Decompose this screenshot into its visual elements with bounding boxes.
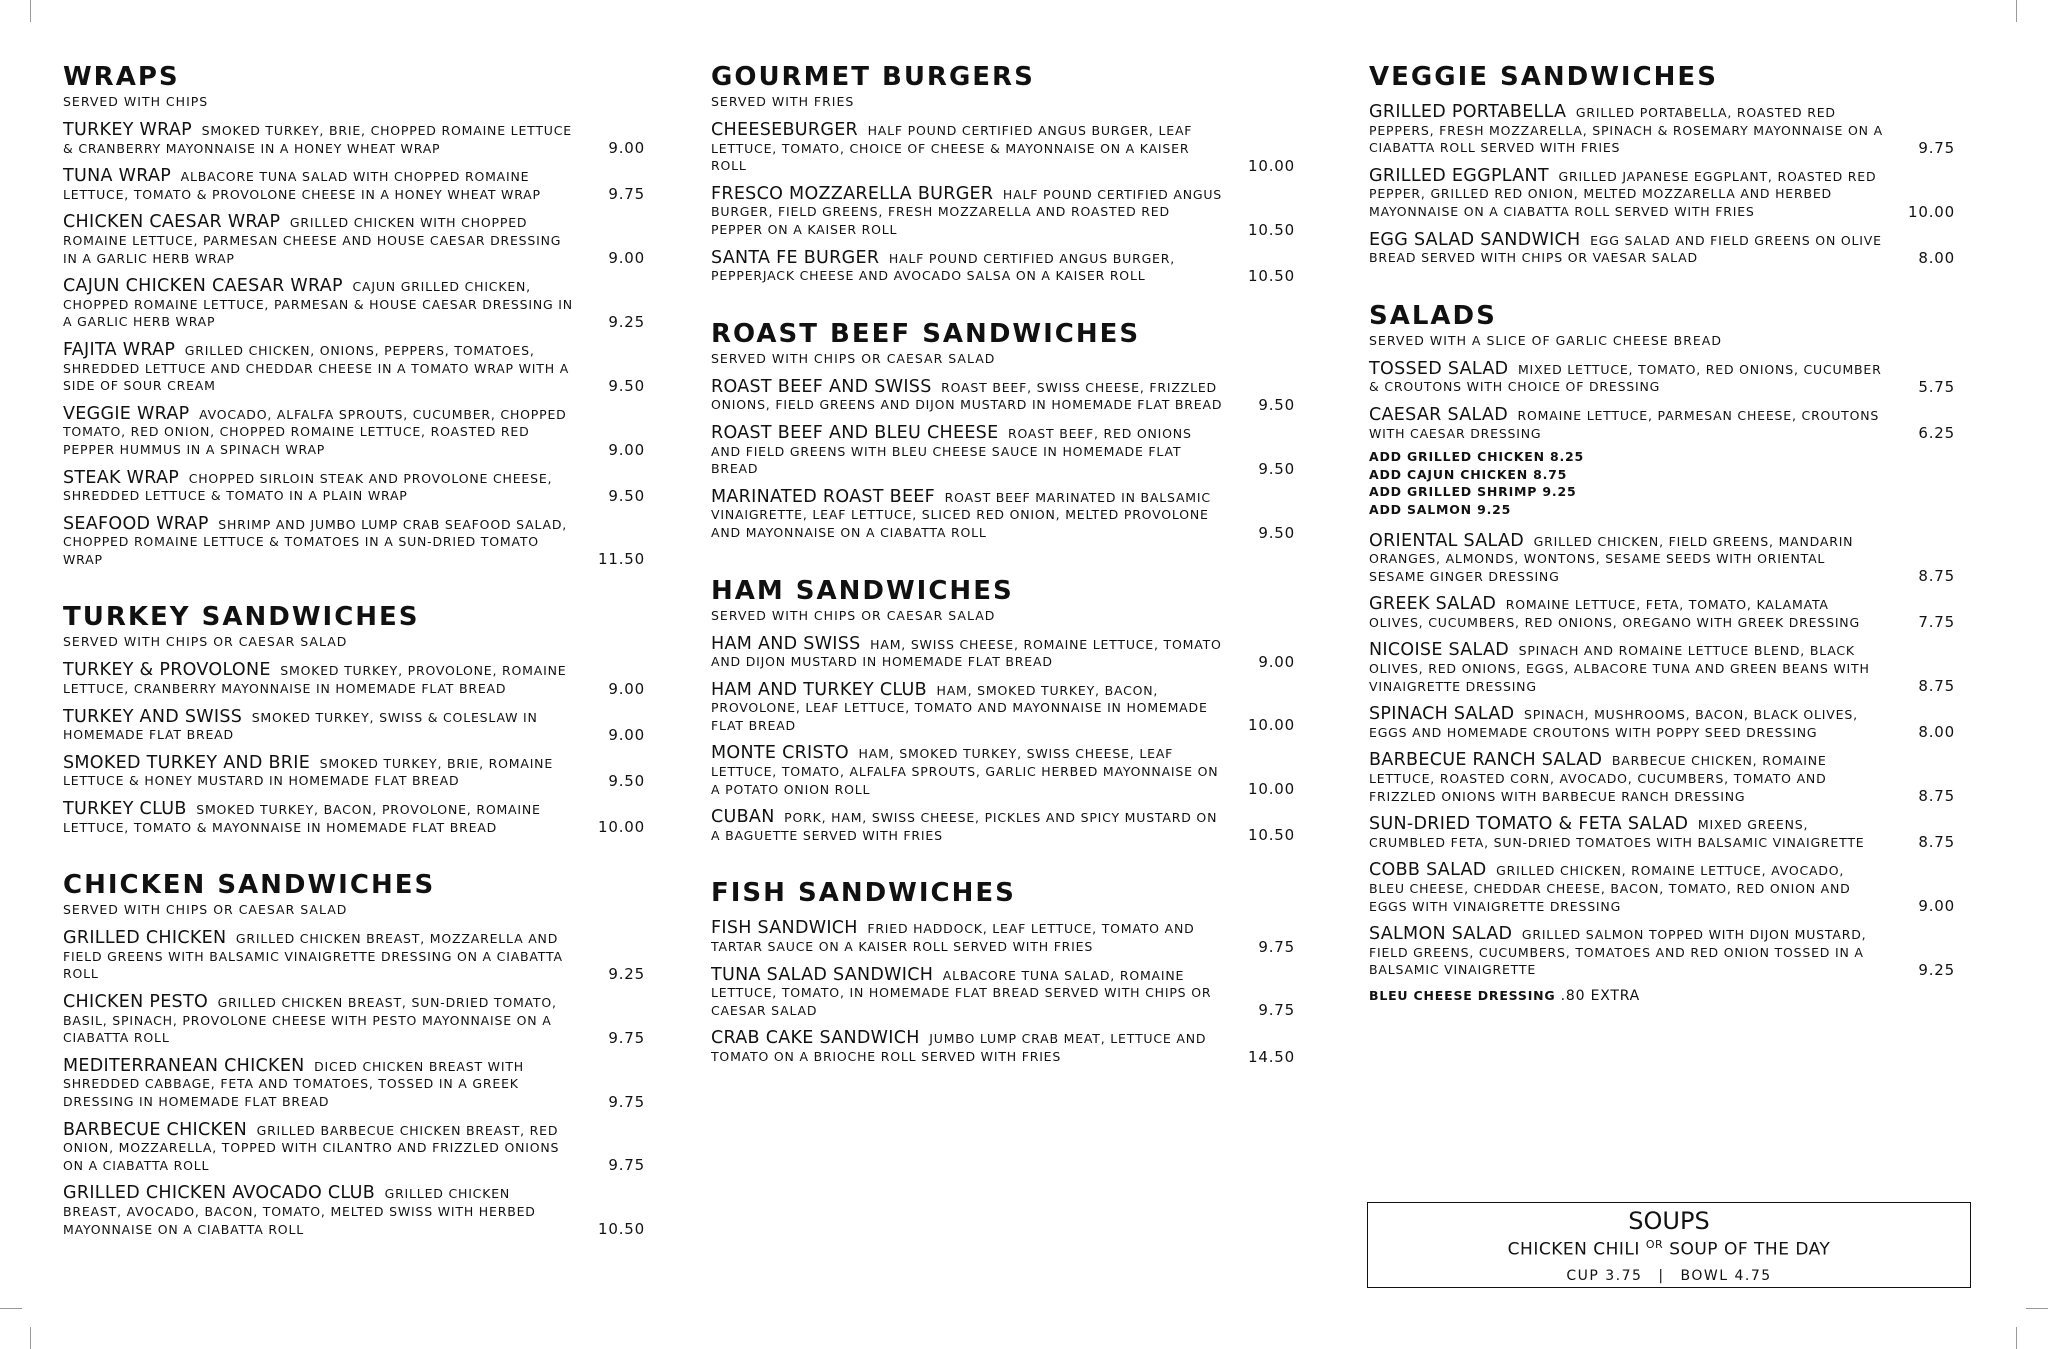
- menu-item-description: ALBACORE TUNA SALAD WITH CHOPPED ROMAINE LETTUCE, TOMATO & PROVOLONE CHEESE IN A HONEY WHEAT WRAP: [63, 169, 541, 202]
- menu-item-price: 11.50: [598, 550, 645, 569]
- menu-item: [711, 247, 1295, 285]
- menu-item-price: 9.25: [608, 312, 645, 331]
- menu-item-name: TUNA SALAD SANDWICH: [711, 964, 934, 985]
- menu-item-name: MARINATED ROAST BEEF: [711, 486, 936, 507]
- menu-item-price: 10.50: [1248, 266, 1295, 285]
- menu-item-text: [1369, 926, 1883, 979]
- menu-item-text: [63, 1119, 573, 1175]
- menu-item-description: SHRIMP AND JUMBO LUMP CRAB SEAFOOD SALAD, CHOPPED ROMAINE LETTUCE & TOMATOES IN A SUN-DRIED TOMATO WRAP: [63, 516, 568, 567]
- menu-item-name: HAM AND TURKEY CLUB: [711, 679, 927, 700]
- menu-item: [63, 339, 645, 395]
- menu-item-price: 9.00: [1258, 652, 1295, 671]
- addon-list: [1369, 448, 1955, 518]
- section-subtitle: SERVED WITH A SLICE OF GARLIC CHEESE BREAD: [1369, 332, 1722, 348]
- menu-item-description: SMOKED TURKEY, BRIE, ROMAINE LETTUCE & HONEY MUSTARD IN HOMEMADE FLAT BREAD: [63, 755, 554, 789]
- menu-item-price: 9.00: [608, 139, 645, 158]
- section-title: ROAST BEEF SANDWICHES: [711, 318, 1141, 349]
- menu-item-description: ROAST BEEF MARINATED IN BALSAMIC VINAIGRETTE, LEAF LETTUCE, SLICED RED ONION, MELTED PROVOLONE AND MAYONNAISE ON A CIABATTA ROLL: [711, 489, 1211, 540]
- menu-section: [63, 870, 645, 1238]
- menu-item-price: 9.75: [1258, 937, 1295, 956]
- menu-item-name: FISH SANDWICH: [711, 918, 858, 939]
- menu-item-description: HAM, SMOKED TURKEY, BACON, PROVOLONE, LEAF LETTUCE, TOMATO AND MAYONNAISE IN HOMEMADE FLAT BREAD: [711, 682, 1208, 733]
- menu-item-description: ROMAINE LETTUCE, FETA, TOMATO, KALAMATA OLIVES, CUCUMBERS, RED ONIONS, OREGANO WITH GREEK DRESSING: [1369, 597, 1860, 630]
- menu-item-name: GRILLED EGGPLANT: [1369, 165, 1549, 186]
- menu-item-name: TOSSED SALAD: [1369, 358, 1509, 379]
- menu-item-description: MIXED GREENS, CRUMBLED FETA, SUN-DRIED TOMATOES WITH BALSAMIC VINAIGRETTE: [1369, 817, 1865, 850]
- menu-item: [63, 122, 645, 157]
- price-separator: |: [1658, 1267, 1665, 1284]
- section-subtitle: SERVED WITH FRIES: [711, 94, 855, 109]
- menu-item-description: ROAST BEEF, RED ONIONS AND FIELD GREENS WITH BLEU CHEESE SAUCE IN HOMEMADE FLAT BREAD: [711, 425, 1192, 477]
- menu-section: [63, 62, 645, 568]
- menu-item-name: CRAB CAKE SANDWICH: [711, 1028, 920, 1049]
- menu-item-text: [63, 403, 573, 459]
- menu-item-price: 6.25: [1918, 424, 1955, 443]
- section-subtitle: SERVED WITH CHIPS OR CAESAR SALAD: [711, 607, 996, 623]
- menu-section: [711, 576, 1295, 845]
- menu-item-price: 9.50: [608, 486, 645, 505]
- menu-item-description: GRILLED CHICKEN, ONIONS, PEPPERS, TOMATOES, SHREDDED LETTUCE AND CHEDDAR CHEESE IN A TOMATO WRAP WITH A SIDE OF SOUR CREAM: [63, 342, 570, 394]
- menu-item-price: 9.75: [1918, 138, 1955, 157]
- menu-item-description: DICED CHICKEN BREAST WITH SHREDDED CABBAGE, FETA AND TOMATOES, TOSSED IN A GREEK DRESSING IN HOMEMADE FLAT BREAD: [63, 1058, 524, 1109]
- menu-item-price: 10.00: [1248, 780, 1295, 799]
- menu-item: [711, 679, 1295, 735]
- menu-item-name: STEAK WRAP: [63, 467, 180, 488]
- menu-item-text: [1369, 596, 1883, 631]
- menu-item-text: [63, 930, 573, 983]
- menu-item-name: TUNA WRAP: [63, 166, 172, 187]
- menu-item-name: CAJUN CHICKEN CAESAR WRAP: [63, 276, 343, 297]
- menu-item-name: SUN-DRIED TOMATO & FETA SALAD: [1369, 814, 1689, 835]
- menu-item: [63, 1055, 645, 1111]
- menu-item-price: 10.00: [1908, 202, 1955, 221]
- menu-item-text: [1369, 816, 1883, 851]
- menu-item-description: CHOPPED SIRLOIN STEAK AND PROVOLONE CHEESE, SHREDDED LETTUCE & TOMATO IN A PLAIN WRAP: [63, 470, 553, 504]
- menu-item-text: [711, 486, 1223, 542]
- menu-item-name: GRILLED CHICKEN AVOCADO CLUB: [63, 1183, 376, 1204]
- menu-section: [711, 878, 1295, 1065]
- menu-item-description: SPINACH AND ROMAINE LETTUCE BLEND, BLACK OLIVES, RED ONIONS, EGGS, ALBACORE TUNA AND GREEN BEANS WITH VINAIGRETTE DRESSING: [1369, 643, 1870, 694]
- menu-item-description: SPINACH, MUSHROOMS, BACON, BLACK OLIVES, EGGS AND HOMEMADE CROUTONS WITH POPPY SEED DRESSING: [1369, 707, 1858, 740]
- menu-item-description: MIXED LETTUCE, TOMATO, RED ONIONS, CUCUMBER & CROUTONS WITH CHOICE OF DRESSING: [1369, 361, 1882, 395]
- menu-item-price: 9.75: [608, 1092, 645, 1111]
- menu-item: [711, 809, 1295, 844]
- dressing-note-price: .80 EXTRA: [1560, 987, 1641, 1004]
- cup-label: CUP: [1566, 1267, 1600, 1284]
- menu-item: [63, 662, 645, 697]
- menu-item-name: FAJITA WRAP: [63, 339, 176, 360]
- section-subtitle: SERVED WITH CHIPS: [63, 94, 209, 109]
- menu-item: [711, 964, 1295, 1020]
- menu-item-text: [1369, 229, 1883, 267]
- menu-item-text: [1369, 358, 1883, 396]
- menu-item-text: [1369, 165, 1883, 221]
- crop-mark: [2026, 1308, 2048, 1309]
- menu-item-name: ROAST BEEF AND SWISS: [711, 376, 932, 397]
- menu-item-text: [711, 809, 1223, 844]
- menu-item-name: NICOISE SALAD: [1369, 640, 1510, 661]
- menu-item-description: HAM, SWISS CHEESE, ROMAINE LETTUCE, TOMATO AND DIJON MUSTARD IN HOMEMADE FLAT BREAD: [711, 636, 1222, 670]
- menu-item-name: MONTE CRISTO: [711, 743, 849, 764]
- menu-item-price: 10.00: [598, 818, 645, 837]
- menu-item-name: SPINACH SALAD: [1369, 704, 1515, 725]
- menu-item-name: GRILLED CHICKEN: [63, 928, 227, 949]
- menu-item-description: JUMBO LUMP CRAB MEAT, LETTUCE AND TOMATO ON A BRIOCHE ROLL SERVED WITH FRIES: [711, 1031, 1207, 1064]
- menu-item-text: [1369, 530, 1883, 586]
- menu-item-description: EGG SALAD AND FIELD GREENS ON OLIVE BREAD SERVED WITH CHIPS OR VAESAR SALAD: [1369, 232, 1882, 266]
- section-title: SALADS: [1369, 300, 1497, 331]
- menu-item: [63, 513, 645, 569]
- menu-item-description: GRILLED CHICKEN, FIELD GREENS, MANDARIN ORANGES, ALMONDS, WONTONS, SESAME SEEDS WITH ORIENTAL SESAME GINGER DRESSING: [1369, 533, 1854, 584]
- menu-item: [711, 376, 1295, 414]
- menu-item-text: [63, 278, 573, 331]
- menu-item: [1369, 752, 1955, 805]
- section-title: FISH SANDWICHES: [711, 878, 1016, 909]
- menu-item-name: SMOKED TURKEY AND BRIE: [63, 752, 311, 773]
- menu-item: [1369, 229, 1955, 267]
- menu-item-price: 14.50: [1248, 1047, 1295, 1066]
- menu-item: [63, 214, 645, 267]
- bowl-price: 4.75: [1734, 1267, 1772, 1284]
- menu-item-price: 5.75: [1918, 377, 1955, 396]
- cup-price: 3.75: [1605, 1267, 1643, 1284]
- menu-item-price: 7.75: [1918, 613, 1955, 632]
- menu-item-price: 9.75: [608, 1028, 645, 1047]
- menu-item-description: GRILLED CHICKEN WITH CHOPPED ROMAINE LETTUCE, PARMESAN CHEESE AND HOUSE CAESAR DRESSING IN A GARLIC HERB WRAP: [63, 215, 562, 266]
- menu-item-description: BARBECUE CHICKEN, ROMAINE LETTUCE, ROASTED CORN, AVOCADO, CUCUMBERS, TOMATO AND FRIZZLED ONIONS WITH BARBECUE RANCH DRESSING: [1369, 753, 1827, 804]
- menu-item-description: GRILLED BARBECUE CHICKEN BREAST, RED ONION, MOZZARELLA, TOPPED WITH CILANTRO AND FRIZZLED ONIONS ON A CIABATTA ROLL: [63, 1122, 560, 1173]
- menu-item-name: ORIENTAL SALAD: [1369, 530, 1525, 551]
- menu-item-text: [63, 513, 573, 569]
- menu-item-text: [711, 964, 1223, 1020]
- soups-box: [1367, 1202, 1971, 1288]
- soup-item: CHICKEN CHILI: [1507, 1239, 1640, 1260]
- menu-item-name: SEAFOOD WRAP: [63, 513, 209, 534]
- menu-item-name: HAM AND SWISS: [711, 633, 861, 654]
- menu-item-description: PORK, HAM, SWISS CHEESE, PICKLES AND SPICY MUSTARD ON A BAGUETTE SERVED WITH FRIES: [711, 810, 1218, 843]
- menu-item-text: [711, 920, 1223, 955]
- menu-item: [1369, 530, 1955, 586]
- crop-mark: [0, 1308, 22, 1309]
- menu-item-description: AVOCADO, ALFALFA SPROUTS, CUCUMBER, CHOPPED TOMATO, RED ONION, CHOPPED ROMAINE LETTUCE, ROASTED RED PEPPER HUMMUS IN A SPINACH WRAP: [63, 406, 567, 457]
- menu-item-name: GRILLED PORTABELLA: [1369, 102, 1567, 122]
- menu-section: [711, 62, 1295, 285]
- menu-item-name: FRESCO MOZZARELLA BURGER: [711, 183, 994, 204]
- menu-item: [63, 403, 645, 459]
- section-title: HAM SANDWICHES: [711, 575, 1014, 606]
- bowl-label: BOWL: [1680, 1267, 1729, 1284]
- menu-item-description: GRILLED CHICKEN BREAST, SUN-DRIED TOMATO, BASIL, SPINACH, PROVOLONE CHEESE WITH PESTO MAYONNAISE ON A CIABATTA ROLL: [63, 995, 557, 1046]
- menu-item-description: SMOKED TURKEY, PROVOLONE, ROMAINE LETTUCE, CRANBERRY MAYONNAISE IN HOMEMADE FLAT BREAD: [63, 663, 567, 697]
- menu-item: [711, 745, 1295, 798]
- section-title: WRAPS: [63, 62, 180, 92]
- menu-item-description: FRIED HADDOCK, LEAF LETTUCE, TOMATO AND TARTAR SAUCE ON A KAISER ROLL SERVED WITH FRIES: [711, 921, 1195, 955]
- menu-item: [63, 278, 645, 331]
- menu-item-price: 8.75: [1918, 677, 1955, 696]
- menu-item-price: 9.50: [608, 376, 645, 395]
- menu-item: [63, 467, 645, 505]
- menu-item: [63, 930, 645, 983]
- menu-item-name: TURKEY & PROVOLONE: [63, 660, 271, 681]
- menu-item-text: [1369, 706, 1883, 741]
- menu-section: [63, 602, 645, 836]
- menu-item: [1369, 404, 1955, 443]
- menu-item-text: [63, 662, 573, 697]
- menu-item-text: [1369, 642, 1883, 695]
- menu-item-price: 10.50: [1248, 826, 1295, 845]
- soups-title: SOUPS: [1628, 1207, 1710, 1235]
- menu-item-description: GRILLED JAPANESE EGGPLANT, ROASTED RED PEPPER, GRILLED RED ONION, MELTED MOZZARELLA AND HERBED MAYONNAISE ON A CIABATTA ROLL SERVED WITH FRIES: [1369, 168, 1877, 219]
- menu-item-name: SALMON SALAD: [1369, 924, 1513, 945]
- menu-item-price: 9.50: [1258, 395, 1295, 414]
- menu-item-name: CHICKEN PESTO: [63, 992, 209, 1012]
- menu-item-text: [711, 376, 1223, 414]
- menu-item: [1369, 596, 1955, 631]
- menu-item-name: EGG SALAD SANDWICH: [1369, 229, 1581, 250]
- menu-item: [711, 122, 1295, 175]
- menu-item-name: CHICKEN CAESAR WRAP: [63, 212, 281, 233]
- menu-item: [1369, 862, 1955, 915]
- menu-item-name: CAESAR SALAD: [1369, 404, 1508, 425]
- menu-item: [63, 752, 645, 791]
- addon-option: ADD GRILLED SHRIMP 9.25: [1369, 484, 1577, 500]
- menu-item-name: BARBECUE CHICKEN: [63, 1119, 248, 1140]
- dressing-note-label: BLEU CHEESE DRESSING: [1369, 987, 1556, 1003]
- menu-item-text: [63, 214, 573, 267]
- crop-mark: [30, 0, 31, 22]
- menu-item-name: TURKEY AND SWISS: [63, 706, 243, 727]
- menu-item-price: 8.00: [1918, 723, 1955, 742]
- menu-item-text: [1369, 862, 1883, 915]
- menu-item-price: 9.00: [608, 725, 645, 744]
- menu-item-text: [63, 801, 573, 836]
- menu-item-price: 9.50: [1258, 523, 1295, 542]
- section-subtitle: [711, 908, 1295, 914]
- soup-item: SOUP OF THE DAY: [1669, 1239, 1831, 1260]
- menu-item-text: [711, 679, 1223, 735]
- menu-item: [63, 994, 645, 1047]
- crop-mark: [2016, 0, 2017, 22]
- menu-item-name: TURKEY WRAP: [63, 120, 193, 140]
- menu-item: [1369, 165, 1955, 221]
- addon-option: ADD CAJUN CHICKEN 8.75: [1369, 466, 1568, 482]
- menu-item-price: 8.00: [1918, 248, 1955, 267]
- menu-item-name: TURKEY CLUB: [63, 799, 187, 820]
- menu-item-price: 9.00: [608, 679, 645, 698]
- menu-item: [1369, 816, 1955, 851]
- menu-item-text: [711, 422, 1223, 478]
- menu-item-price: 9.75: [608, 1156, 645, 1175]
- menu-item: [63, 1185, 645, 1238]
- menu-item-price: 8.75: [1918, 833, 1955, 852]
- menu-item: [63, 1119, 645, 1175]
- menu-item-description: ALBACORE TUNA SALAD, ROMAINE LETTUCE, TOMATO, IN HOMEMADE FLAT BREAD SERVED WITH CHIPS OR CAESAR SALAD: [711, 967, 1212, 1018]
- menu-item-name: GREEK SALAD: [1369, 594, 1497, 615]
- menu-item: [63, 706, 645, 744]
- menu-item: [711, 183, 1295, 239]
- menu-item-text: [63, 168, 573, 203]
- menu-item-description: ROMAINE LETTUCE, PARMESAN CHEESE, CROUTONS WITH CAESAR DRESSING: [1369, 407, 1880, 441]
- menu-item-text: [711, 1030, 1223, 1065]
- menu-item-description: HAM, SMOKED TURKEY, SWISS CHEESE, LEAF LETTUCE, TOMATO, ALFALFA SPROUTS, GARLIC HERBED MAYONNAISE ON A POTATO ONION ROLL: [711, 746, 1219, 797]
- menu-item: [711, 633, 1295, 671]
- section-title: GOURMET BURGERS: [711, 62, 1035, 92]
- menu-item-text: [711, 745, 1223, 798]
- section-title: TURKEY SANDWICHES: [63, 602, 420, 633]
- menu-item-description: HALF POUND CERTIFIED ANGUS BURGER, LEAF LETTUCE, TOMATO, CHOICE OF CHEESE & MAYONNAISE ON A KAISER ROLL: [711, 123, 1193, 174]
- menu-column-middle: [711, 62, 1295, 1100]
- menu-item: [711, 486, 1295, 542]
- menu-item-description: GRILLED CHICKEN, ROMAINE LETTUCE, AVOCADO, BLEU CHEESE, CHEDDAR CHEESE, BACON, TOMATO, RED ONION AND EGGS WITH VINAIGRETTE DRESSING: [1369, 863, 1851, 914]
- menu-item-price: 8.75: [1918, 567, 1955, 586]
- crop-mark: [2016, 1327, 2017, 1349]
- menu-item-text: [711, 183, 1223, 239]
- menu-item-text: [711, 247, 1223, 285]
- menu-item: [1369, 358, 1955, 396]
- menu-item-text: [63, 467, 573, 505]
- menu-item-price: 10.00: [1248, 156, 1295, 175]
- section-title: VEGGIE SANDWICHES: [1369, 62, 1718, 92]
- menu-item-name: CHEESEBURGER: [711, 120, 859, 140]
- menu-item: [1369, 926, 1955, 979]
- menu-item-description: GRILLED PORTABELLA, ROASTED RED PEPPERS, FRESH MOZZARELLA, SPINACH & ROSEMARY MAYONNAISE ON A CIABATTA ROLL SERVED WITH FRIES: [1369, 105, 1883, 156]
- menu-item-price: 9.25: [1918, 960, 1955, 979]
- menu-item-description: SMOKED TURKEY, BACON, PROVOLONE, ROMAINE LETTUCE, TOMATO & MAYONNAISE IN HOMEMADE FLAT BREAD: [63, 802, 541, 835]
- addon-option: ADD GRILLED CHICKEN 8.25: [1369, 449, 1585, 465]
- menu-item-name: CUBAN: [711, 807, 775, 828]
- section-subtitle: SERVED WITH CHIPS OR CAESAR SALAD: [63, 902, 348, 918]
- menu-item-description: HALF POUND CERTIFIED ANGUS BURGER, PEPPERJACK CHEESE AND AVOCADO SALSA ON A KAISER ROLL: [711, 250, 1176, 284]
- menu-item-text: [1369, 752, 1883, 805]
- menu-section: [711, 319, 1295, 542]
- menu-item: [1369, 706, 1955, 741]
- menu-item: [711, 422, 1295, 478]
- menu-item-description: SMOKED TURKEY, SWISS & COLESLAW IN HOMEMADE FLAT BREAD: [63, 709, 538, 743]
- menu-item-text: [1369, 104, 1883, 157]
- menu-item-price: 10.50: [1248, 220, 1295, 239]
- menu-item-description: GRILLED SALMON TOPPED WITH DIJON MUSTARD, FIELD GREENS, CUCUMBERS, TOMATOES AND RED ONION TOSSED IN A BALSAMIC VINAIGRETTE: [1369, 927, 1867, 978]
- menu-item-text: [63, 122, 573, 157]
- menu-item-text: [63, 1055, 573, 1111]
- menu-column-right: [1369, 62, 1955, 1038]
- menu-item-description: HALF POUND CERTIFIED ANGUS BURGER, FIELD GREENS, FRESH MOZZARELLA AND ROASTED RED PEPPER ON A KAISER ROLL: [711, 186, 1223, 237]
- dressing-note: [1369, 988, 1955, 1004]
- menu-section: [1369, 301, 1955, 1004]
- menu-item-text: [63, 752, 573, 790]
- menu-item-price: 9.25: [608, 965, 645, 983]
- menu-item-text: [63, 339, 573, 395]
- menu-item: [63, 801, 645, 836]
- section-subtitle: SERVED WITH CHIPS OR CAESAR SALAD: [711, 350, 996, 366]
- menu-item-name: ROAST BEEF AND BLEU CHEESE: [711, 422, 999, 443]
- menu-item-price: 9.00: [1918, 897, 1955, 916]
- menu-item-price: 9.75: [1258, 1001, 1295, 1020]
- menu-item-text: [711, 122, 1223, 175]
- menu-item-text: [63, 1185, 573, 1238]
- menu-item-text: [63, 706, 573, 744]
- menu-item-name: MEDITERRANEAN CHICKEN: [63, 1055, 305, 1076]
- menu-item-description: CAJUN GRILLED CHICKEN, CHOPPED ROMAINE LETTUCE, PARMESAN & HOUSE CAESAR DRESSING IN A GARLIC HERB WRAP: [63, 279, 573, 330]
- menu-item-description: SMOKED TURKEY, BRIE, CHOPPED ROMAINE LETTUCE & CRANBERRY MAYONNAISE IN A HONEY WHEAT WRAP: [63, 123, 572, 156]
- crop-mark: [30, 1327, 31, 1349]
- menu-item-price: 10.50: [598, 1220, 645, 1239]
- menu-item-text: [1369, 404, 1883, 442]
- menu-item-price: 9.00: [608, 249, 645, 268]
- menu-item-price: 9.75: [608, 185, 645, 204]
- menu-item-price: 9.50: [608, 772, 645, 791]
- menu-item-description: GRILLED CHICKEN BREAST, AVOCADO, BACON, TOMATO, MELTED SWISS WITH HERBED MAYONNAISE ON A CIABATTA ROLL: [63, 1186, 536, 1237]
- soup-or: OR: [1645, 1238, 1664, 1251]
- menu-item-description: ROAST BEEF, SWISS CHEESE, FRIZZLED ONIONS, FIELD GREENS AND DIJON MUSTARD IN HOMEMADE FLAT BREAD: [711, 379, 1223, 413]
- menu-item: [63, 168, 645, 203]
- menu-item: [711, 920, 1295, 955]
- menu-item-text: [63, 994, 573, 1047]
- menu-item: [711, 1030, 1295, 1065]
- menu-item-price: 8.75: [1918, 787, 1955, 806]
- menu-item: [1369, 104, 1955, 157]
- menu-item-price: 9.50: [1258, 459, 1295, 478]
- menu-item-price: 9.00: [608, 440, 645, 459]
- section-subtitle: [1369, 92, 1955, 98]
- menu-item-text: [711, 633, 1223, 671]
- menu-item-price: 10.00: [1248, 716, 1295, 735]
- soups-list: [1368, 1238, 1970, 1260]
- menu-section: [1369, 62, 1955, 267]
- menu-item-name: BARBECUE RANCH SALAD: [1369, 750, 1603, 771]
- addon-option: ADD SALMON 9.25: [1369, 501, 1512, 517]
- menu-item-name: COBB SALAD: [1369, 860, 1487, 881]
- soups-prices: [1368, 1268, 1970, 1284]
- menu-item-description: GRILLED CHICKEN BREAST, MOZZARELLA AND FIELD GREENS WITH BALSAMIC VINAIGRETTE DRESSING ON A CIABATTA ROLL: [63, 931, 563, 982]
- menu-item-name: VEGGIE WRAP: [63, 403, 190, 424]
- section-subtitle: SERVED WITH CHIPS OR CAESAR SALAD: [63, 634, 348, 650]
- menu-item-name: SANTA FE BURGER: [711, 247, 880, 268]
- menu-item: [1369, 642, 1955, 695]
- menu-column-left: [63, 62, 645, 1272]
- section-title: CHICKEN SANDWICHES: [63, 870, 436, 901]
